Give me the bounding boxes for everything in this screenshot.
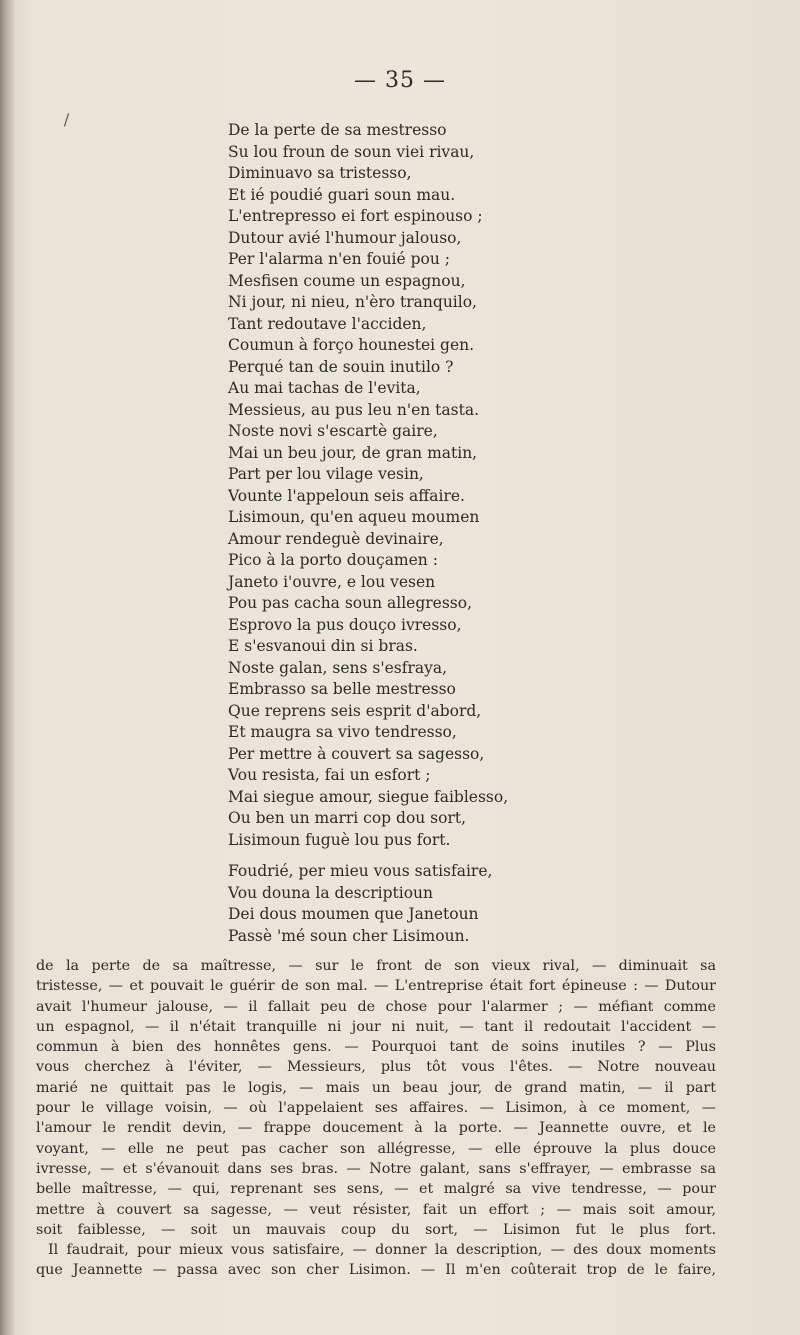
verse-line: Mesfisen coume un espagnou, [228, 271, 466, 290]
verse-line: Per l'alarma n'en fouié pou ; [228, 250, 450, 268]
verse-line: Pou pas cacha soun allegresso, [228, 594, 473, 612]
stray-ink-mark: \ [59, 110, 75, 129]
prose-line: voyant, — elle ne peut pas cacher son allégresse, — elle éprouve la plus douce [36, 1140, 716, 1157]
verse-line: Part per lou vilage vesin, [228, 465, 424, 483]
verse-line: Mai siegue amour, siegue faiblesso, [228, 787, 509, 806]
book-spine-shadow [0, 0, 14, 1335]
prose-line: que Jeannette — passa avec son cher Lisimon. — Il m'en coûterait trop de le faire, [36, 1262, 716, 1279]
verse-line: Lisimoun fuguè lou pus fort. [228, 830, 451, 849]
prose-line: Il faudrait, pour mieux vous satisfaire, — donner la description, — des doux moments [48, 1242, 716, 1259]
french-translation [36, 956, 716, 1281]
verse-line: Perqué tan de souin inutilo ? [228, 357, 454, 376]
verse-stanza-final [228, 861, 568, 947]
prose-line: belle maîtresse, — qui, reprenant ses sens, — et malgré sa vive tendresse, — pour [36, 1181, 716, 1198]
verse-line: Su lou froun de soun viei rivau, [228, 142, 475, 161]
verse-line: Coumun à forço hounestei gen. [228, 336, 475, 354]
verse-line: Mai un beu jour, de gran matin, [228, 443, 478, 462]
verse-line: Foudrié, per mieu vous satisfaire, [228, 862, 493, 880]
verse-line: L'entrepresso ei fort espinouso ; [228, 207, 483, 225]
verse-stanza-main [228, 120, 568, 851]
page-number: — 35 — [354, 68, 446, 93]
prose-line: vous cherchez à l'éviter, — Messieurs, plus tôt vous l'êtes. — Notre nouveau [36, 1059, 716, 1076]
verse-line: Messieus, au pus leu n'en tasta. [228, 400, 479, 419]
verse-line: Tant redoutave l'acciden, [228, 314, 427, 333]
verse-line: Vou douna la descriptioun [228, 883, 434, 902]
prose-line: avait l'humeur jalouse, — il fallait peu de chose pour l'alarmer ; — méfiant comme [36, 998, 716, 1015]
prose-line: commun à bien des honnêtes gens. — Pourquoi tant de soins inutiles ? — Plus [36, 1039, 716, 1056]
verse-line: Noste galan, sens s'esfraya, [228, 658, 448, 677]
verse-line: Janeto i'ouvre, e lou vesen [228, 572, 436, 591]
verse-line: Passè 'mé soun cher Lisimoun. [228, 926, 470, 945]
prose-line: un espagnol, — il n'était tranquille ni jour ni nuit, — tant il redoutait l'accident — [36, 1018, 716, 1035]
prose-line: tristesse, — et pouvait le guérir de son mal. — L'entreprise était fort épineuse : — Dutour [36, 978, 716, 995]
verse-line: Esprovo la pus douço ivresso, [228, 615, 462, 634]
verse-line: Embrasso sa belle mestresso [228, 680, 456, 698]
prose-line: soit faiblesse, — soit un mauvais coup du sort, — Lisimon fut le plus fort. [36, 1221, 716, 1238]
verse-line: Ni jour, ni nieu, n'èro tranquilo, [228, 293, 477, 311]
verse-line: Pico à la porto douçamen : [228, 551, 438, 569]
prose-line: ivresse, — et s'évanouit dans ses bras. — Notre galant, sans s'effrayer, — embrasse sa [36, 1160, 716, 1177]
verse-line: Diminuavo sa tristesso, [228, 164, 412, 182]
verse-line: Et ié poudié guari soun mau. [228, 185, 456, 204]
verse-line: Que reprens seis esprit d'abord, [228, 701, 482, 720]
stanza-gap [228, 851, 568, 861]
verse-line: Dei dous moumen que Janetoun [228, 905, 479, 923]
prose-line: pour le village voisin, — où l'appelaient ses affaires. — Lisimon, à ce moment, — [36, 1100, 716, 1117]
verse-line: Per mettre à couvert sa sagesso, [228, 744, 485, 763]
provencal-verse [228, 120, 568, 947]
verse-line: Vounte l'appeloun seis affaire. [228, 486, 465, 505]
verse-line: Au mai tachas de l'evita, [228, 379, 421, 397]
prose-line: marié ne quittait pas le logis, — mais un beau jour, de grand matin, — il part [36, 1079, 716, 1096]
verse-line: Ou ben un marri cop dou sort, [228, 809, 467, 827]
prose-line: l'amour le rendit devin, — frappe doucement à la porte. — Jeannette ouvre, et le [36, 1120, 716, 1137]
verse-line: E s'esvanoui din si bras. [228, 637, 418, 655]
verse-line: Vou resista, fai un esfort ; [228, 766, 431, 784]
prose-line: mettre à couvert sa sagesse, — veut résister, fait un effort ; — mais soit amour, [36, 1201, 716, 1218]
prose-line: de la perte de sa maîtresse, — sur le front de son vieux rival, — diminuait sa [36, 958, 716, 974]
verse-line: Amour rendeguè devinaire, [228, 529, 444, 548]
verse-line: Dutour avié l'humour jalouso, [228, 228, 462, 247]
verse-line: De la perte de sa mestresso [228, 121, 447, 139]
verse-line: Et maugra sa vivo tendresso, [228, 723, 457, 741]
verse-line: Noste novi s'escartè gaire, [228, 422, 438, 440]
verse-line: Lisimoun, qu'en aqueu moumen [228, 508, 480, 526]
